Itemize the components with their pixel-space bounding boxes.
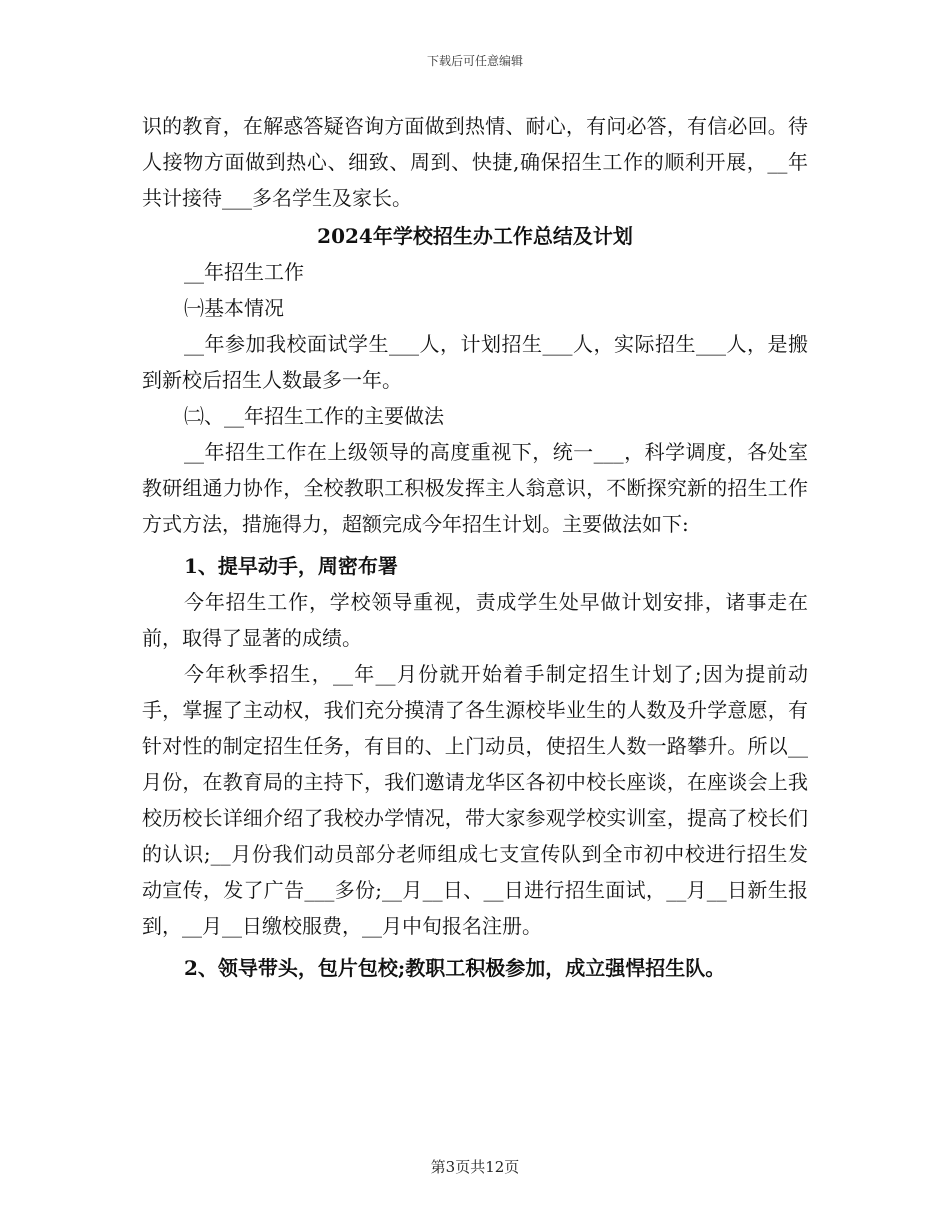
paragraph-section-year: __年招生工作 <box>184 260 304 284</box>
paragraph-point-1a: 今年招生工作，学校领导重视，责成学生处早做计划安排，诸事走在前，取得了显著的成绩。 <box>142 590 808 650</box>
paragraph-main-methods: __年招生工作在上级领导的高度重视下，统一___，科学调度，各处室教研组通力协作，全校教职工积极发挥主人翁意识，不断探究新的招生工作方式方法，措施得力，超额完成今年招生计划。主要做法如下: <box>142 440 808 536</box>
paragraph-basic-situation: __年参加我校面试学生___人，计划招生___人，实际招生___人，是搬到新校后招生人数最多一年。 <box>142 332 808 392</box>
paragraph-point-1b: 今年秋季招生，__年__月份就开始着手制定招生计划了;因为提前动手，掌握了主动权，我们充分摸清了各生源校毕业生的人数及升学意愿，有针对性的制定招生任务，有目的、上门动员，使招生人数一路攀升。所以__月份，在教育局的主持下，我们邀请龙华区各初中校长座谈，在座谈会上我校历校长详细介绍了我校办学情况，带大家参观学校实训室，提高了校长们的认识;__月份我们动员部分老师组成七支宣传队到全市初中校进行招生发动宣传，发了广告___多份;__月__日、__日进行招生面试，__月__日新生报到，__月__日缴校服费，__月中旬报名注册。 <box>142 662 808 938</box>
paragraph-main-methods-heading: ㈡、__年招生工作的主要做法 <box>184 404 444 428</box>
page-header: 下载后可任意编辑 <box>426 54 523 68</box>
paragraph-basic-situation-heading: ㈠基本情况 <box>184 296 284 320</box>
document-body <box>142 108 808 986</box>
paragraph-continuation: 识的教育，在解惑答疑咨询方面做到热情、耐心，有问必答，有信必回。待人接物方面做到热心、细致、周到、快捷,确保招生工作的顺利开展，__年共计接待___多名学生及家长。 <box>142 114 808 210</box>
heading-point-2: 2、领导带头，包片包校;教职工积极参加，成立强悍招生队。 <box>184 956 726 980</box>
heading-point-1: 1、提早动手，周密布署 <box>184 554 398 578</box>
page-footer: 第3页共12页 <box>430 1158 520 1176</box>
document-title: 2024年学校招生办工作总结及计划 <box>317 224 633 248</box>
